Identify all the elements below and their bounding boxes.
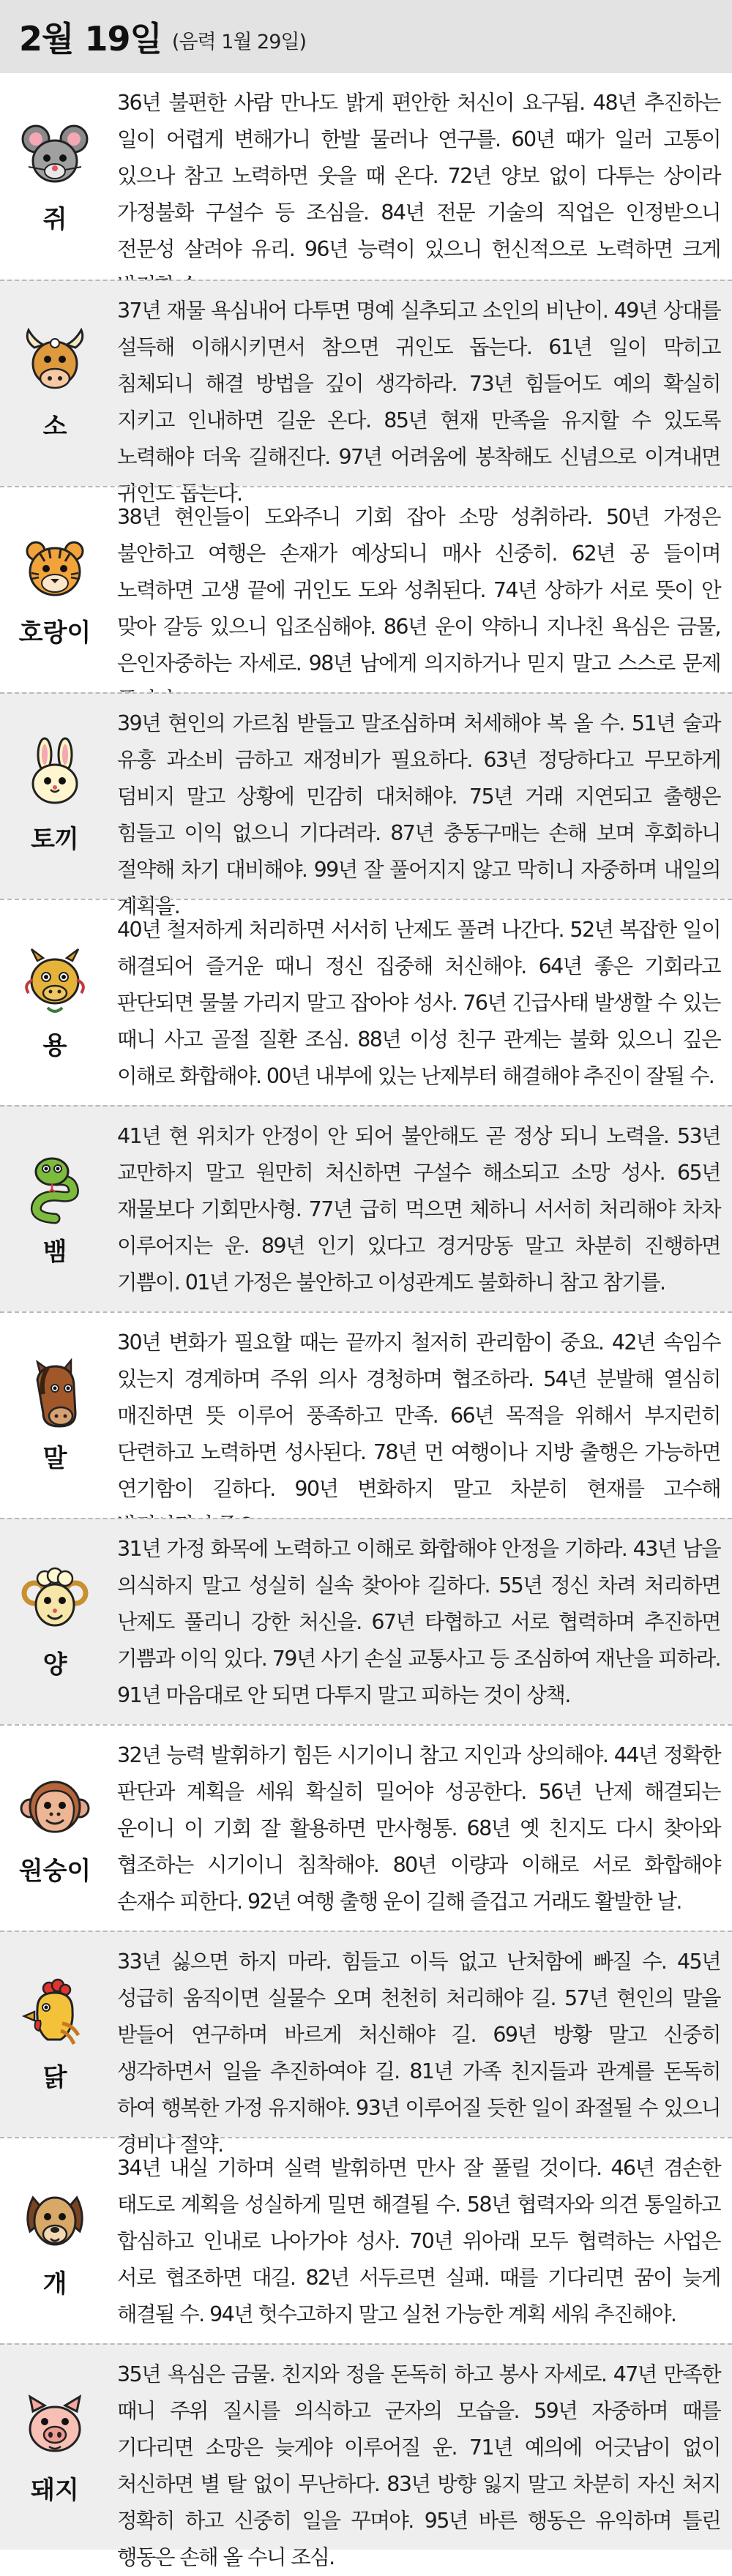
fortune-text: 31년 가정 화목에 노력하고 이해로 화합해야 안정을 기하라. 43년 남을 의식하지 말고 성실히 실속 찾아야 길하다. 55년 정신 차려 처리하면 난제도 풀리니 강한 처신을. 67년 타협하고 서로 협력하며 추진하면 기쁨과 이익 있다. 79년 사기 손실 교통사고 등 조심하여 재난을 피하라. 91년 마음대로 안 되면 다투지 말고 피하는 것이 상책. (117, 1537, 720, 1707)
pig-icon (18, 2389, 92, 2463)
fortune-text: 39년 현인의 가르침 받들고 말조심하며 처세해야 복 올 수. 51년 술과 유흥 과소비 금하고 재정비가 필요하다. 63년 정당하다고 무모하게 덤비지 말고 상황에 민감히 대처해야. 75년 거래 지연되고 출행은 힘들고 이익 없으니 기다려라. 87년 충동구매는 손해 보며 후회하니 절약해 차기 대비해야. 99년 잘 풀어지지 않고 막히니 자중하며 내일의 계획을. (117, 711, 720, 918)
fortune-text: 32년 능력 발휘하기 힘든 시기이니 참고 지인과 상의해야. 44년 정확한 판단과 계획을 세워 확실히 밀어야 성공한다. 56년 난제 해결되는 운이니 이 기회 잘 활용하면 만사형통. 68년 옛 친지도 다시 찾아와 협조하는 시기이니 침착해야. 80년 이량과 이해로 서로 화합해야 손재수 피한다. 92년 여행 출행 운이 길해 즐겁고 거래도 활발한 날. (117, 1743, 720, 1914)
zodiac-entry (0, 2343, 732, 2569)
zodiac-entry (0, 1724, 732, 1931)
animal-name: 원숭이 (18, 1856, 92, 1886)
animal-name: 말 (42, 1443, 67, 1473)
fortune-text: 40년 철저하게 처리하면 서서히 난제도 풀려 나간다. 52년 복잡한 일이 해결되어 즐거운 때니 정신 집중해 처신해야. 64년 좋은 기회라고 판단되면 물불 가리지 말고 잡아야 성사. 76년 긴급사태 발생할 수 있는 때니 사고 골절 질환 조심. 88년 이성 친구 관계는 불화 있으니 깊은 이해로 화합해야. 00년 내부에 있는 난제부터 해결해야 추진이 잘될 수. (117, 918, 720, 1088)
fortune-text: 41년 현 위치가 안정이 안 되어 불안해도 곧 정상 되니 노력을. 53년 교만하지 말고 원만히 처신하면 구설수 해소되고 소망 성사. 65년 재물보다 기회만사형. 77년 급히 먹으면 체하니 서서히 처리해야 차차 이루어지는 운. 89년 인기 있다고 경거망동 말고 차분히 진행하면 기쁨이. 01년 가정은 불안하고 이성관계도 불화하니 참고 참기를. (117, 1124, 720, 1295)
zodiac-animal (0, 281, 110, 486)
monkey-icon (18, 1770, 92, 1843)
zodiac-animal (0, 2345, 110, 2550)
zodiac-animal (0, 73, 110, 280)
zodiac-animal (0, 1726, 110, 1931)
dog-icon (18, 2183, 92, 2256)
zodiac-entry (0, 899, 732, 1105)
page-title: 2월 19일 (19, 19, 162, 59)
fortune-text: 33년 싫으면 하지 마라. 힘들고 이득 없고 난처함에 빠질 수. 45년 성급히 움직이면 실물수 오며 천천히 처리해야 길. 57년 현인의 말을 받들어 연구하며 바르게 처신해야 길. 69년 방황 말고 신중히 생각하면서 일을 추진하여야 길. 81년 가족 친지들과 관계를 돈독히 하여 행복한 가정 유지해야. 93년 이루어질 듯한 일이 좌절될 수 있으니 경비나 절약. (117, 1950, 720, 2157)
animal-name: 양 (42, 1650, 67, 1680)
ox-icon (18, 326, 92, 399)
animal-name: 토끼 (31, 824, 79, 854)
horse-icon (18, 1358, 92, 1431)
fortune-text: 34년 내실 기하며 실력 발휘하면 만사 잘 풀릴 것이다. 46년 겸손한 태도로 계획을 성실하게 밀면 해결될 수. 58년 협력자와 의견 통일하고 합심하고 인내로 나아가야 성사. 70년 위아래 모두 협력하는 사업은 서로 협조하면 대길. 82년 서두르면 실패. 때를 기다리면 꿈이 늦게 해결될 수. 94년 헛수고하지 말고 실천 가능한 계획 세워 추진해야. (117, 2156, 720, 2326)
animal-name: 개 (42, 2269, 67, 2299)
animal-name: 소 (42, 411, 67, 441)
animal-name: 뱀 (42, 1237, 67, 1267)
fortune-text: 37년 재물 욕심내어 다투면 명예 실추되고 소인의 비난이. 49년 상대를 설득해 이해시키면서 참으면 귀인도 돕는다. 61년 일이 막히고 침체되니 해결 방법을 깊이 생각하라. 73년 힘들어도 예의 확실히 지키고 인내하면 길운 온다. 85년 현재 만족을 유지할 수 있도록 노력해야 더욱 길해진다. 97년 어려움에 봉착해도 신념으로 이겨내면 귀인도 돕는다. (117, 299, 720, 506)
zodiac-animal (0, 1932, 110, 2137)
animal-name: 닭 (42, 2062, 67, 2092)
lunar-date: (음력 1월 29일) (171, 30, 307, 53)
zodiac-animal (0, 1107, 110, 1311)
zodiac-entry (0, 486, 732, 692)
zodiac-entry (0, 1105, 732, 1311)
fortune-text: 38년 현인들이 도와주니 기회 잡아 소망 성취하라. 50년 가정은 불안하고 여행은 손재가 예상되니 매사 신중히. 62년 공 들이며 노력하면 고생 끝에 귀인도 도와 성취된다. 74년 상하가 서로 뜻이 안 맞아 갈등 있으니 입조심해야. 86년 운이 약하니 지나친 욕심은 금물, 은인자중하는 자세로. 98년 남에게 의지하거나 믿지 말고 스스로 문제 (117, 505, 720, 675)
zodiac-animal (0, 900, 110, 1105)
page-header (0, 0, 732, 73)
zodiac-entry (0, 73, 732, 280)
zodiac-entry (0, 692, 732, 918)
snake-icon (18, 1151, 92, 1224)
zodiac-entry (0, 280, 732, 506)
zodiac-animal (0, 1519, 110, 1724)
zodiac-animal (0, 1313, 110, 1518)
rat-icon (18, 119, 92, 192)
animal-name: 용 (42, 1030, 67, 1060)
zodiac-animal (0, 487, 110, 692)
animal-name: 호랑이 (18, 618, 92, 648)
rabbit-icon (18, 738, 92, 812)
animal-name: 쥐 (42, 204, 67, 234)
zodiac-entry (0, 1518, 732, 1724)
zodiac-fortune-list (0, 73, 732, 2569)
zodiac-entry (0, 1311, 732, 1518)
fortune-text: 36년 불편한 사람 만나도 밝게 편안한 처신이 요구됨. 48년 추진하는 일이 어렵게 변해가니 한발 물러나 연구를. 60년 때가 일러 고통이 있으나 참고 노력하면 웃을 때 온다. 72년 양보 없이 다투는 상이라 가정불화 구설수 등 조심을. 84년 전문 기술의 직업은 인정받으니 전문성 살려야 유리. 96년 능력이 있으니 헌신적으로 노력하면 크게 (117, 91, 720, 261)
fortune-text: 30년 변화가 필요할 때는 끝까지 철저히 관리함이 중요. 42년 속임수 있는지 경계하며 주위 의사 경청하며 협조하라. 54년 분발해 열심히 매진하면 뜻 이루어 풍족하고 만족. 66년 목적을 위해서 부지런히 단련하고 노력하면 성사된다. 78년 먼 여행이나 지방 출행은 가능하면 연기함이 길하다. 90년 변화하지 말고 차분히 현재를 고수해 (117, 1330, 720, 1501)
sheep-icon (18, 1564, 92, 1637)
zodiac-entry (0, 2137, 732, 2343)
dragon-icon (18, 945, 92, 1018)
fortune-text: 35년 욕심은 금물. 친지와 정을 돈독히 하고 봉사 자세로. 47년 만족한 때니 주위 질시를 의식하고 군자의 모습을. 59년 자중하며 때를 기다리면 소망은 늦게야 이루어질 운. 71년 예의에 어긋남이 없이 처신하면 별 탈 없이 무난하다. 83년 방향 잃지 말고 차분히 자신 처지 정확히 하고 신중히 일을 꾸며야. 95년 바른 행동은 유익하며 틀린 행동은 손해 올 수니 조심. (117, 2362, 720, 2569)
rooster-icon (18, 1977, 92, 2050)
zodiac-entry (0, 1931, 732, 2157)
animal-name: 돼지 (31, 2475, 79, 2505)
zodiac-animal (0, 2138, 110, 2343)
tiger-icon (18, 532, 92, 605)
zodiac-animal (0, 694, 110, 899)
